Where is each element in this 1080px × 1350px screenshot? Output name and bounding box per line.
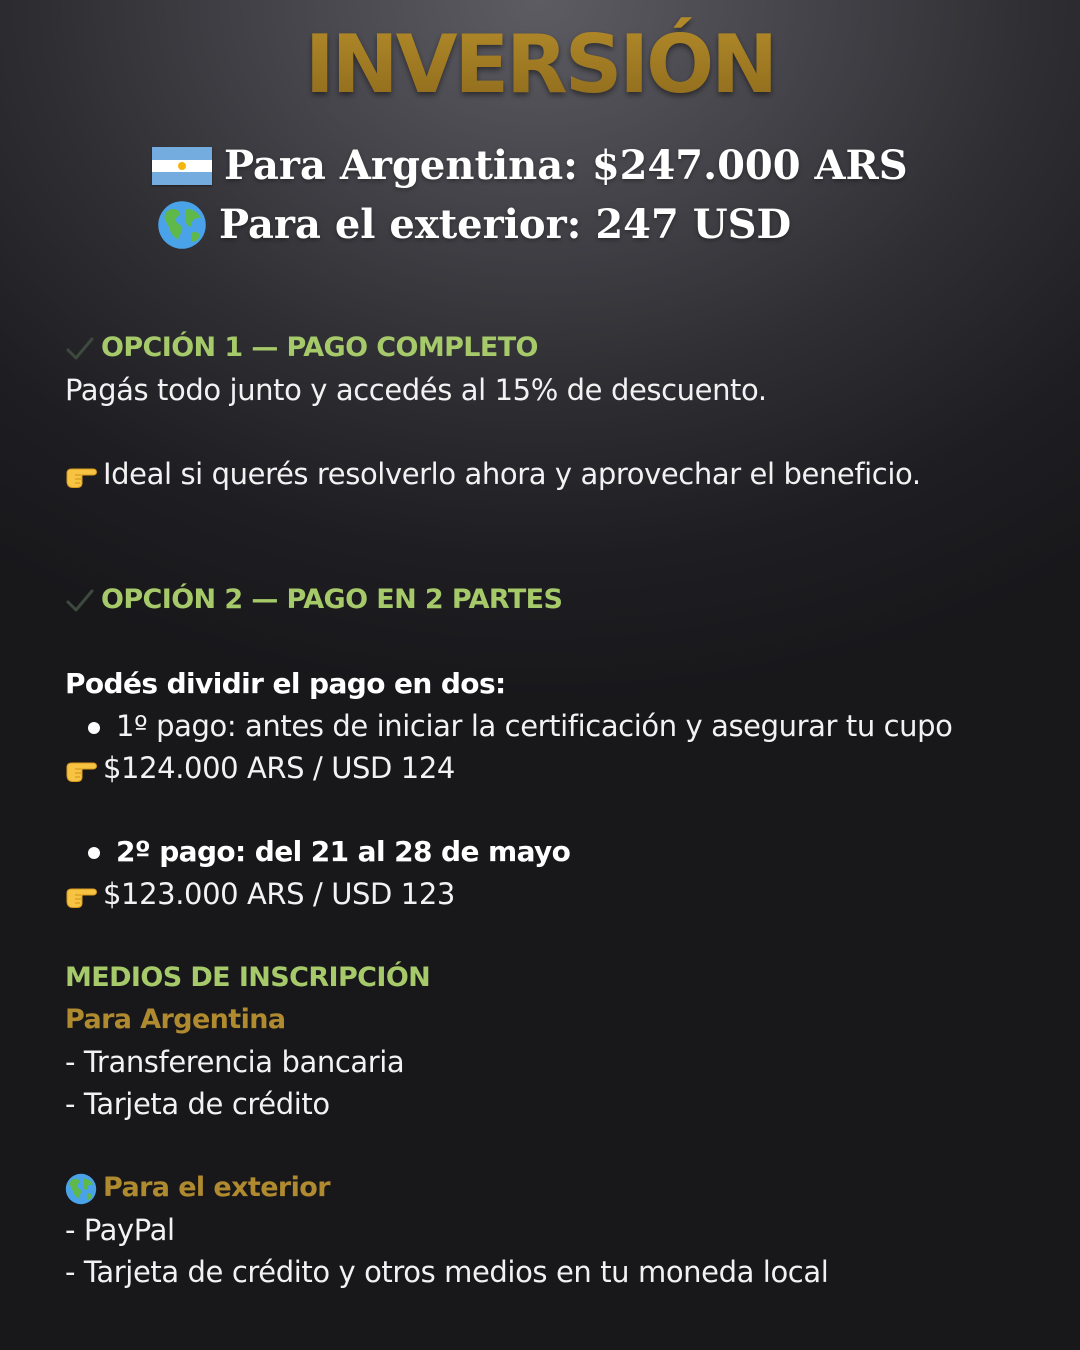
argentina-method-item: - Transferencia bancaria (65, 1045, 405, 1079)
option1-heading (65, 330, 538, 366)
pointing-hand-icon (65, 463, 97, 489)
price-exterior-text: Para el exterior: 247 USD (219, 201, 792, 248)
exterior-method-item: - Tarjeta de crédito y otros medios en tu moneda local (65, 1255, 829, 1289)
price-argentina-text: Para Argentina: $247.000 ARS (224, 142, 908, 189)
payment-methods-heading: MEDIOS DE INSCRIPCIÓN (65, 962, 431, 993)
check-mark-icon (65, 586, 95, 616)
argentina-flag-icon (152, 147, 212, 185)
check-mark-icon (65, 334, 95, 364)
option2-heading (65, 582, 562, 618)
globe-icon (65, 1173, 97, 1205)
pointing-hand-icon (65, 757, 97, 783)
option1-tip-text: Ideal si querés resolverlo ahora y aprovechar el beneficio. (103, 457, 921, 491)
first-payment-label-text: 1º pago: antes de iniciar la certificación y asegurar tu cupo (116, 709, 953, 743)
option1-heading-text: OPCIÓN 1 — PAGO COMPLETO (101, 332, 538, 363)
globe-icon (157, 200, 207, 250)
title-graphic (0, 14, 1080, 104)
option2-heading-text: OPCIÓN 2 — PAGO EN 2 PARTES (101, 584, 563, 615)
price-exterior (152, 198, 791, 250)
second-payment-label-text: 2º pago: del 21 al 28 de mayo (116, 835, 571, 868)
exterior-methods-heading (65, 1170, 330, 1206)
second-payment-label (65, 832, 570, 872)
first-payment-amount (65, 748, 455, 788)
argentina-methods-heading: Para Argentina (65, 1004, 286, 1035)
bullet-icon (88, 847, 100, 859)
page-title (0, 14, 1080, 123)
argentina-method-item: - Tarjeta de crédito (65, 1087, 330, 1121)
option1-description: Pagás todo junto y accedés al 15% de descuento. (65, 373, 767, 407)
second-payment-amount (65, 874, 455, 914)
exterior-method-item: - PayPal (65, 1213, 175, 1247)
title-text: INVERSIÓN (304, 18, 776, 104)
exterior-methods-heading-text: Para el exterior (103, 1172, 330, 1203)
first-payment-label (65, 706, 953, 746)
bullet-icon (88, 722, 100, 734)
option2-intro: Podés dividir el pago en dos: (65, 667, 506, 700)
second-payment-amount-text: $123.000 ARS / USD 123 (103, 877, 455, 911)
pointing-hand-icon (65, 883, 97, 909)
option1-tip (65, 454, 921, 494)
price-argentina (152, 139, 908, 190)
first-payment-amount-text: $124.000 ARS / USD 124 (103, 751, 455, 785)
